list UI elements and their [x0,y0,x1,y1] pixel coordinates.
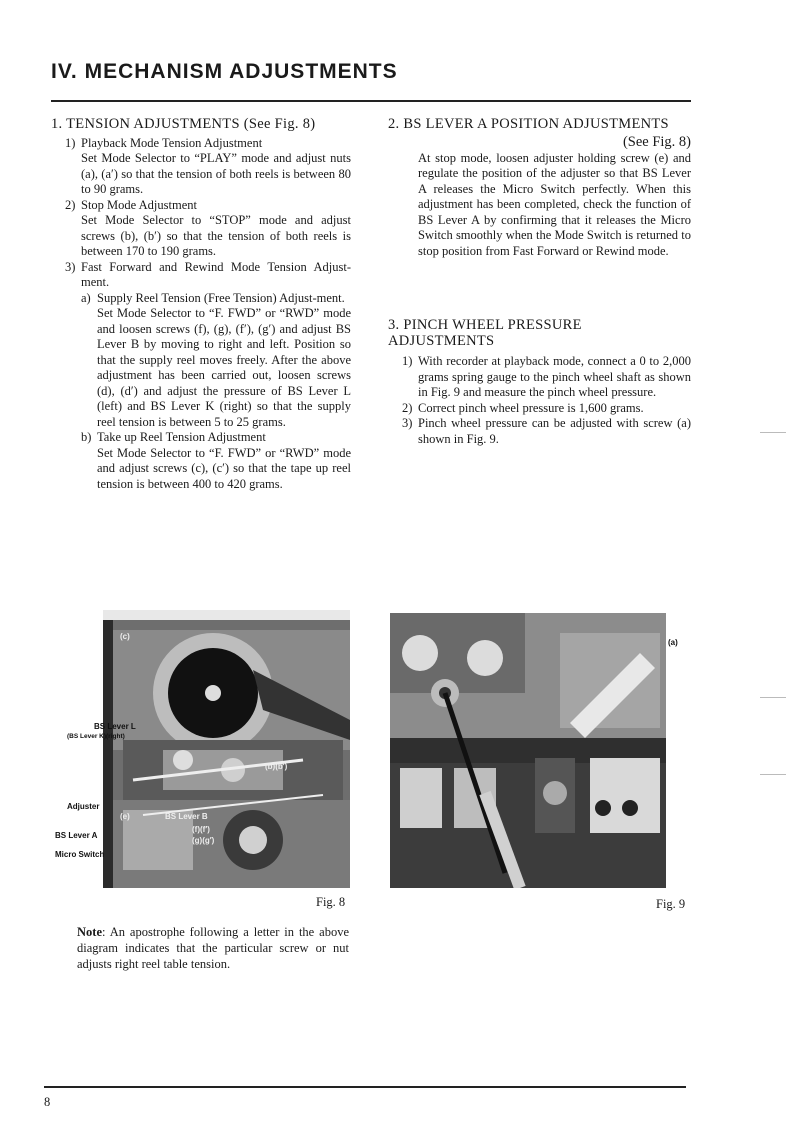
figure-note [77,924,349,972]
section-1 [51,117,351,492]
note-text: : An apostrophe following a letter in the above diagram indicates that the particular screw or nut adjusts right reel table tension. [77,925,349,971]
fig8-label-screw-c: (c) [120,632,130,641]
fig8-label-bs-lever-a: BS Lever A [55,831,98,840]
fig8-label-screws-gg: (g)(g′) [192,836,215,845]
fig9-caption: Fig. 9 [656,897,686,911]
s1-item-2: 2) Stop Mode Adjustment [65,197,197,212]
fig9-label-screw-a: (a) [668,638,678,647]
section-3 [388,318,691,447]
footer-rule [44,1086,686,1088]
fig8-label-micro-switch: Micro Switch [55,850,105,859]
s1-item-1-body: Set Mode Selector to “PLAY” mode and adjust nuts (a), (a′) so that the tension of both reels is between 80 to 90 grams. [81,151,351,196]
s1-item-2-body: Set Mode Selector to “STOP” mode and adjust screws (b), (b′) so that the tension of both reels is between 170 to 190 grams. [81,213,351,258]
fig8-label-bs-lever-b: BS Lever B [165,812,208,821]
fig9-photo [390,613,666,888]
s1-item-3: 3) Fast Forward and Rewind Mode Tension Adjust-ment. [65,259,351,289]
page-number: 8 [44,1095,51,1109]
s3-item-1: 1) With recorder at playback mode, connect a 0 to 2,000 grams spring gauge to the pinch wheel shaft as shown in Fig. 9 and measure the pinch wheel pressure. [402,354,691,399]
section-2-see-fig: (See Fig. 8) [622,133,691,150]
section-2 [388,117,691,259]
margin-mark [760,697,786,698]
s1-item-3b: b) Take up Reel Tension Adjustment [81,430,266,444]
fig8-caption: Fig. 8 [316,895,346,909]
s1-item-3a-body: Set Mode Selector to “F. FWD” or “RWD” mode and loosen screws (f), (g), (f′), (g′) and adjust BS Lever B by moving to right and left. Position so that the supply reel moves freely. After the above adjustment has been carried out, loosen screws (d), (d′) and adjust the pressure of BS Lever L (left) and BS Lever K (right) so that the supply reel tension is between 5 to 25 grams. [97,306,351,429]
fig8-label-screws-ff: (f)(f′) [192,825,210,834]
section-3-heading: 3. PINCH WHEEL PRESSURE ADJUSTMENTS [388,317,582,349]
fig8-label-adjuster: Adjuster [67,802,100,811]
page-title: IV. MECHANISM ADJUSTMENTS [51,60,398,83]
section-1-heading: 1. TENSION ADJUSTMENTS (See Fig. 8) [51,116,316,132]
fig8-label-bs-lever-k: (BS Lever K)(right) [67,733,125,740]
fig8-label-screws-bb: (b)(b′) [265,762,288,771]
fig8-label-screw-e: (e) [120,812,130,821]
margin-mark [760,432,786,433]
fig8-label-bs-lever-l: BS Lever L [94,722,136,731]
title-rule [51,100,691,102]
s3-item-2: 2) Correct pinch wheel pressure is 1,600 grams. [402,400,644,415]
note-label: Note [77,925,102,939]
s1-item-3a: a) Supply Reel Tension (Free Tension) Adjust-ment. [81,290,345,305]
section-2-heading: 2. BS LEVER A POSITION ADJUSTMENTS [388,116,669,132]
fig8-photo [103,610,350,888]
s1-item-3b-body: Set Mode Selector to “F. FWD” or “RWD” mode and adjust screws (c), (c′) so that the tape up reel tension is between 400 to 420 grams. [97,445,351,491]
section-2-body: At stop mode, loosen adjuster holding screw (e) and regulate the position of the adjuster so that BS Lever A releases the Micro Switch perfectly. When this adjustment has been completed, check the function of BS Lever A by confirming that it releases the Micro Switch smoothly when the Mode Switch is returned to stop position from Fast Forward or Rewind mode. [418,150,691,258]
margin-mark [760,774,786,775]
s3-item-3: 3) Pinch wheel pressure can be adjusted with screw (a) shown in Fig. 9. [402,416,691,446]
s1-item-1: 1) Playback Mode Tension Adjustment [65,135,263,150]
